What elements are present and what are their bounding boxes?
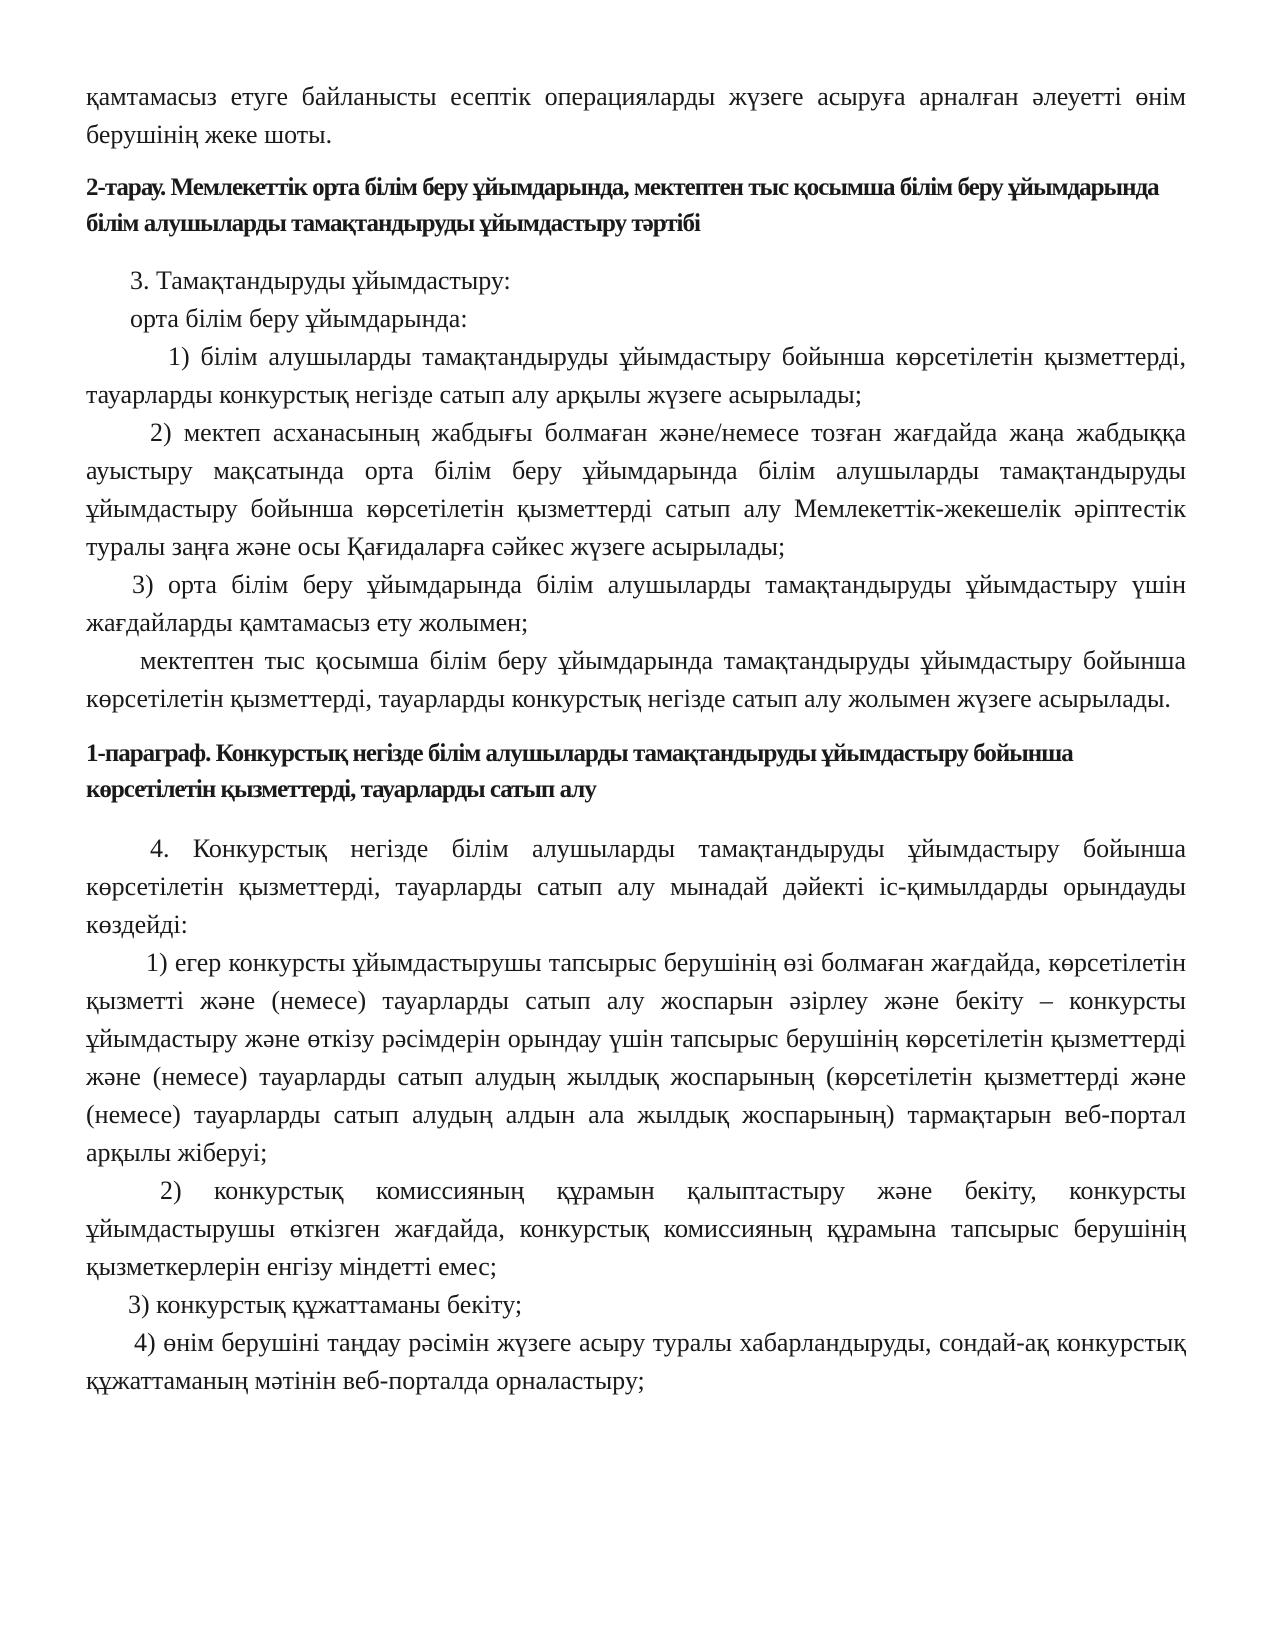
item-4-subitem-2: 2) конкурстық комиссияның құрамын қалыптастыру және бекіту, конкурсты ұйымдастырушы өткізген жағдайда, конкурстық комиссияның құрамына тапсырыс берушінің қызметкерлерін енгізу міндетті емес; xyxy=(86,1176,1186,1281)
chapter-2-heading: 2-тарау. Мемлекеттік орта білім беру ұйымдарында, мектептен тыс қосымша білім беру ұйымдарында білім алушыларды тамақтандыруды ұйымдастыру тәртібі xyxy=(86,174,1159,237)
item-3-subitem-1: 1) білім алушыларды тамақтандыруды ұйымдастыру бойынша көрсетілетін қызметтерді, тауарларды конкурстық негізде сатып алу арқылы жүзеге асырылады; xyxy=(86,342,1186,409)
item-4-subitem-4: 4) өнім берушіні таңдау рәсімін жүзеге асыру туралы хабарландыруды, сондай-ақ конкурстық құжаттаманың мәтінін веб-порталда орналастыру; xyxy=(86,1328,1186,1395)
paragraph-1-heading: 1-параграф. Конкурстық негізде білім алушыларды тамақтандыруды ұйымдастыру бойынша көрсетілетін қызметтерді, тауарларды сатып алу xyxy=(86,740,1073,803)
document-page xyxy=(86,78,1186,1400)
item-3-outside-school: мектептен тыс қосымша білім беру ұйымдарында тамақтандыруды ұйымдастыру бойынша көрсетілетін қызметтерді, тауарларды конкурстық негізде сатып алу жолымен жүзеге асырылады. xyxy=(86,646,1186,713)
item-3-subitem-2: 2) мектеп асханасының жабдығы болмаған және/немесе тозған жағдайда жаңа жабдыққа ауыстыру мақсатында орта білім беру ұйымдарында білім алушыларды тамақтандыруды ұйымдастыру бойынша көрсетілетін қызметтерді сатып алу Мемлекеттік-жекешелік әріптестік туралы заңға және осы Қағидаларға сәйкес жүзеге асырылады; xyxy=(86,418,1186,561)
item-4-subitem-1: 1) егер конкурсты ұйымдастырушы тапсырыс берушінің өзі болмаған жағдайда, көрсетілетін қызметті және (немесе) тауарларды сатып алу жоспарын әзірлеу және бекіту – конкурсты ұйымдастыру және өткізу рәсімдерін орындау үшін тапсырыс берушінің көрсетілетін қызметтерді және (немесе) тауарларды сатып алудың жылдық жоспарының (көрсетілетін қызметтерді және (немесе) тауарларды сатып алудың алдын ала жылдық жоспарының) тармақтарын веб-портал арқылы жіберуі; xyxy=(86,948,1186,1167)
item-3-title: 3. Тамақтандыруды ұйымдастыру: xyxy=(130,266,511,295)
intro-paragraph: қамтамасыз етуге байланысты есептік операцияларды жүзеге асыруға арналған әлеуетті өнім берушінің жеке шоты. xyxy=(86,82,1186,149)
item-3-subitem-3: 3) орта білім беру ұйымдарында білім алушыларды тамақтандыруды ұйымдастыру үшін жағдайларды қамтамасыз ету жолымен; xyxy=(86,570,1186,637)
item-3-subheading: орта білім беру ұйымдарында: xyxy=(130,304,468,333)
item-4-subitem-3: 3) конкурстық құжаттаманы бекіту; xyxy=(128,1290,523,1319)
item-4-title: 4. Конкурстық негізде білім алушыларды тамақтандыруды ұйымдастыру бойынша көрсетілетін қызметтерді, тауарларды сатып алу мынадай дәйекті іс-қимылдарды орындауды көздейді: xyxy=(86,834,1186,939)
